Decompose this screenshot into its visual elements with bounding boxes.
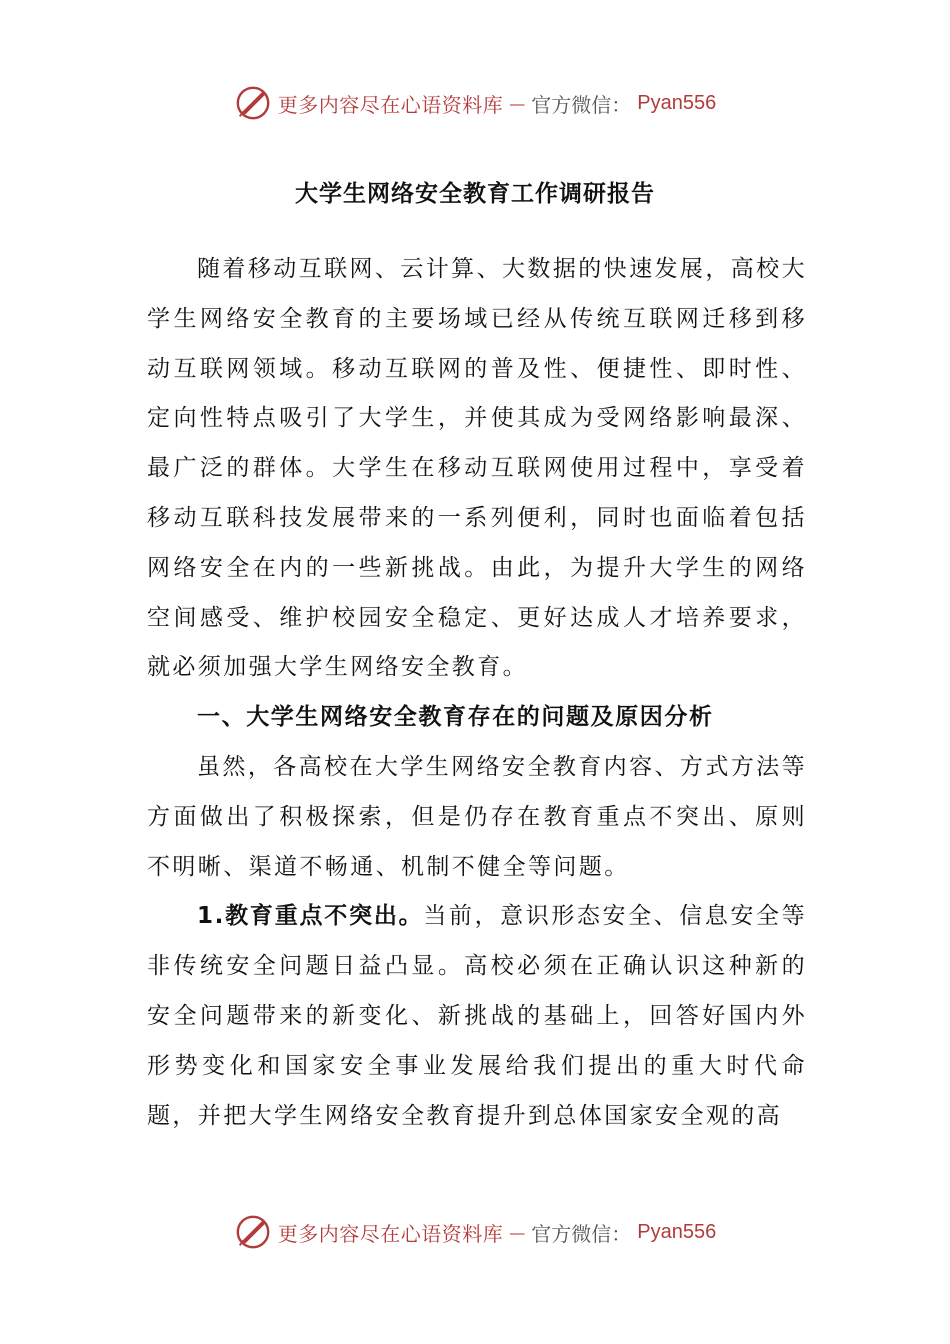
section-1-paragraph: 虽然，各高校在大学生网络安全教育内容、方式方法等方面做出了积极探索，但是仍存在教育重点不突出、原则不明晰、渠道不畅通、机制不健全等问题。 (147, 753, 807, 880)
watermark-official-label: 官方微信： (531, 1221, 632, 1246)
watermark-wechat-id: Pyan556 (637, 1220, 717, 1243)
intro-paragraph: 随着移动互联网、云计算、大数据的快速发展，高校大学生网络安全教育的主要场域已经从传统互联网迁移到移动互联网领域。移动互联网的普及性、便捷性、即时性、定向性特点吸引了大学生，并使其成为受网络影响最深、最广泛的群体。大学生在移动互联网使用过程中，享受着移动互联科技发展带来的一系列便利，同时也面临着包括网络安全在内的一些新挑战。由此，为提升大学生的网络空间感受、维护校园安全稳定、更好达成人才培养要求，就必须加强大学生网络安全教育。 (147, 256, 807, 681)
header-watermark (0, 78, 950, 128)
document-body (147, 245, 807, 1141)
watermark-text: 更多内容尽在心语资料库 (277, 92, 504, 117)
item-1-text: 当前，意识形态安全、信息安全等非传统安全问题日益凸显。高校必须在正确认识这种新的安全问题带来的新变化、新挑战的基础上，回答好国内外形势变化和国家安全事业发展给我们提出的重大时代命题，并把大学生网络安全教育提升到总体国家安全观的高 (147, 903, 807, 1129)
quill-logo-icon (234, 1213, 272, 1251)
item-1-paragraph (147, 892, 807, 1141)
watermark-wechat-id: Pyan556 (637, 91, 717, 114)
footer-watermark (0, 1207, 950, 1257)
watermark-official-label: 官方微信： (531, 92, 632, 117)
item-1-lead: 1.教育重点不突出。 (197, 903, 424, 930)
document-title: 大学生网络安全教育工作调研报告 (295, 181, 655, 207)
watermark-text: 更多内容尽在心语资料库 (277, 1221, 504, 1246)
section-1-heading: 一、大学生网络安全教育存在的问题及原因分析 (197, 704, 714, 731)
watermark-dash: — (509, 1222, 526, 1242)
watermark-dash: — (509, 93, 526, 113)
quill-logo-icon (234, 84, 272, 122)
